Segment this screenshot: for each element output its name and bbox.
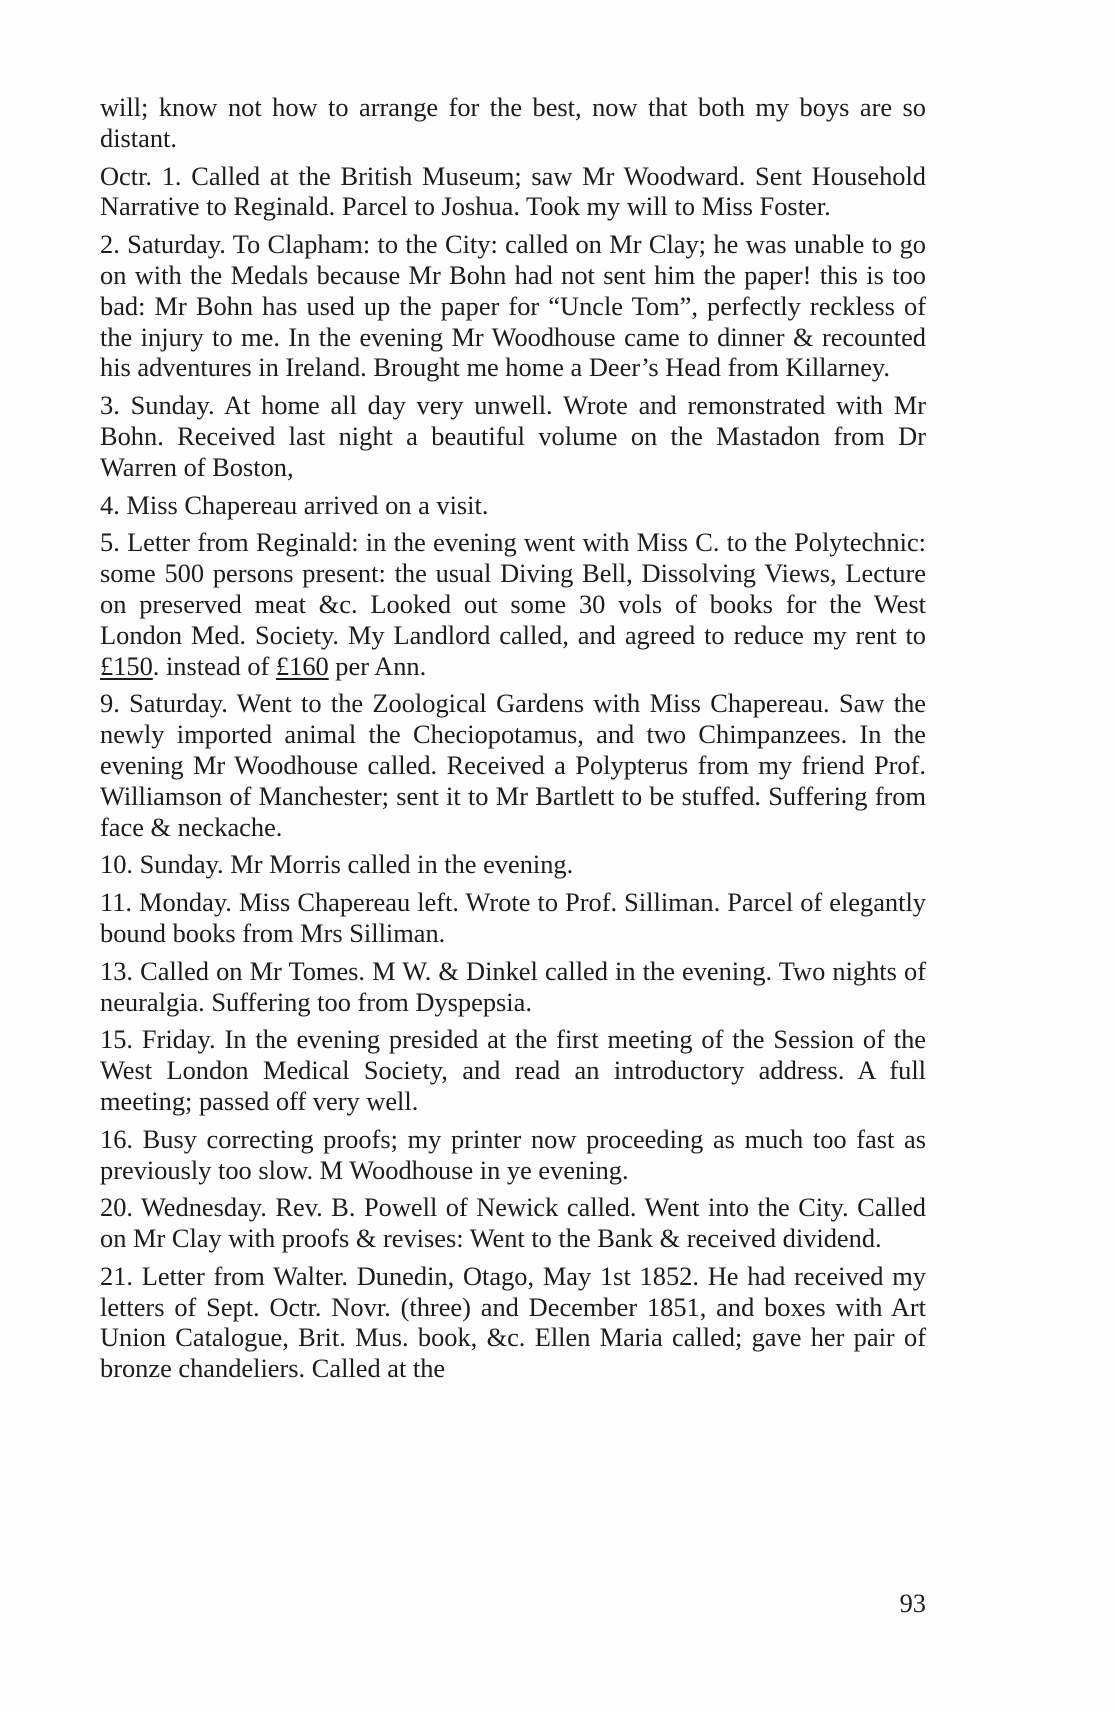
rent-old-amount: £160: [275, 650, 329, 681]
entry-oct-5-mid: . instead of: [152, 650, 276, 681]
entry-oct-13: 13. Called on Mr Tomes. M W. & Dinkel called in the evening. Two nights of neuralgia. Suffering too from Dyspepsia.: [100, 955, 926, 1017]
entry-oct-1: Octr. 1. Called at the British Museum; saw Mr Woodward. Sent Household Narrative to Reginald. Parcel to Joshua. Took my will to Miss Foster.: [100, 160, 926, 222]
entry-oct-3: 3. Sunday. At home all day very unwell. Wrote and remonstrated with Mr Bohn. Received last night a beautiful volume on the Mastadon from Dr Warren of Boston,: [100, 390, 926, 482]
page-number: 93: [899, 1588, 926, 1618]
entry-oct-15: 15. Friday. In the evening presided at the first meeting of the Session of the West London Medical Society, and read an introductory address. A full meeting; passed off very well.: [100, 1024, 926, 1116]
entry-continuation: will; know not how to arrange for the best, now that both my boys are so distant.: [100, 92, 926, 153]
entry-oct-16: 16. Busy correcting proofs; my printer now proceeding as much too fast as previously too slow. M Woodhouse in ye evening.: [100, 1123, 926, 1185]
entry-oct-10: 10. Sunday. Mr Morris called in the evening.: [100, 849, 574, 880]
entry-oct-4: 4. Miss Chapereau arrived on a visit.: [100, 489, 489, 520]
entry-oct-5: [100, 527, 926, 681]
rent-new-amount: £150: [100, 650, 153, 681]
entry-oct-9: 9. Saturday. Went to the Zoological Gardens with Miss Chapereau. Saw the newly imported animal the Checiopotamus, and two Chimpanzees. In the evening Mr Woodhouse called. Received a Polypterus from my friend Prof. Williamson of Manchester; sent it to Mr Bartlett to be stuffed. Suffering from face & neckache.: [100, 688, 926, 842]
entry-oct-20: 20. Wednesday. Rev. B. Powell of Newick called. Went into the City. Called on Mr Clay with proofs & revises: Went to the Bank & received dividend.: [100, 1192, 926, 1254]
entry-oct-21: 21. Letter from Walter. Dunedin, Otago, May 1st 1852. He had received my letters of Sept. Octr. Novr. (three) and December 1851, and boxes with Art Union Catalogue, Brit. Mus. book, &c. Ellen Maria called; gave her pair of bronze chandeliers. Called at the: [100, 1260, 926, 1384]
entry-oct-5-text: 5. Letter from Reginald: in the evening went with Miss C. to the Polytechnic: some 500 persons present: the usual Diving Bell, Dissolving Views, Lecture on preserved meat &c. Looked out some 30 vols of books for the West London Med. Society. My Landlord called, and agreed to reduce my rent to: [100, 527, 926, 650]
entry-oct-11: 11. Monday. Miss Chapereau left. Wrote to Prof. Silliman. Parcel of elegantly bound books from Mrs Silliman.: [100, 887, 926, 948]
entry-oct-5-tail: per Ann.: [328, 650, 427, 681]
diary-text: [100, 92, 926, 1391]
entry-oct-2: 2. Saturday. To Clapham: to the City: called on Mr Clay; he was unable to go on with the Medals because Mr Bohn had not sent him the paper! this is too bad: Mr Bohn has used up the paper for “Uncle Tom”, perfectly reckless of the injury to me. In the evening Mr Woodhouse came to dinner & recounted his adventures in Ireland. Brought me home a Deer’s Head from Killarney.: [100, 229, 926, 383]
